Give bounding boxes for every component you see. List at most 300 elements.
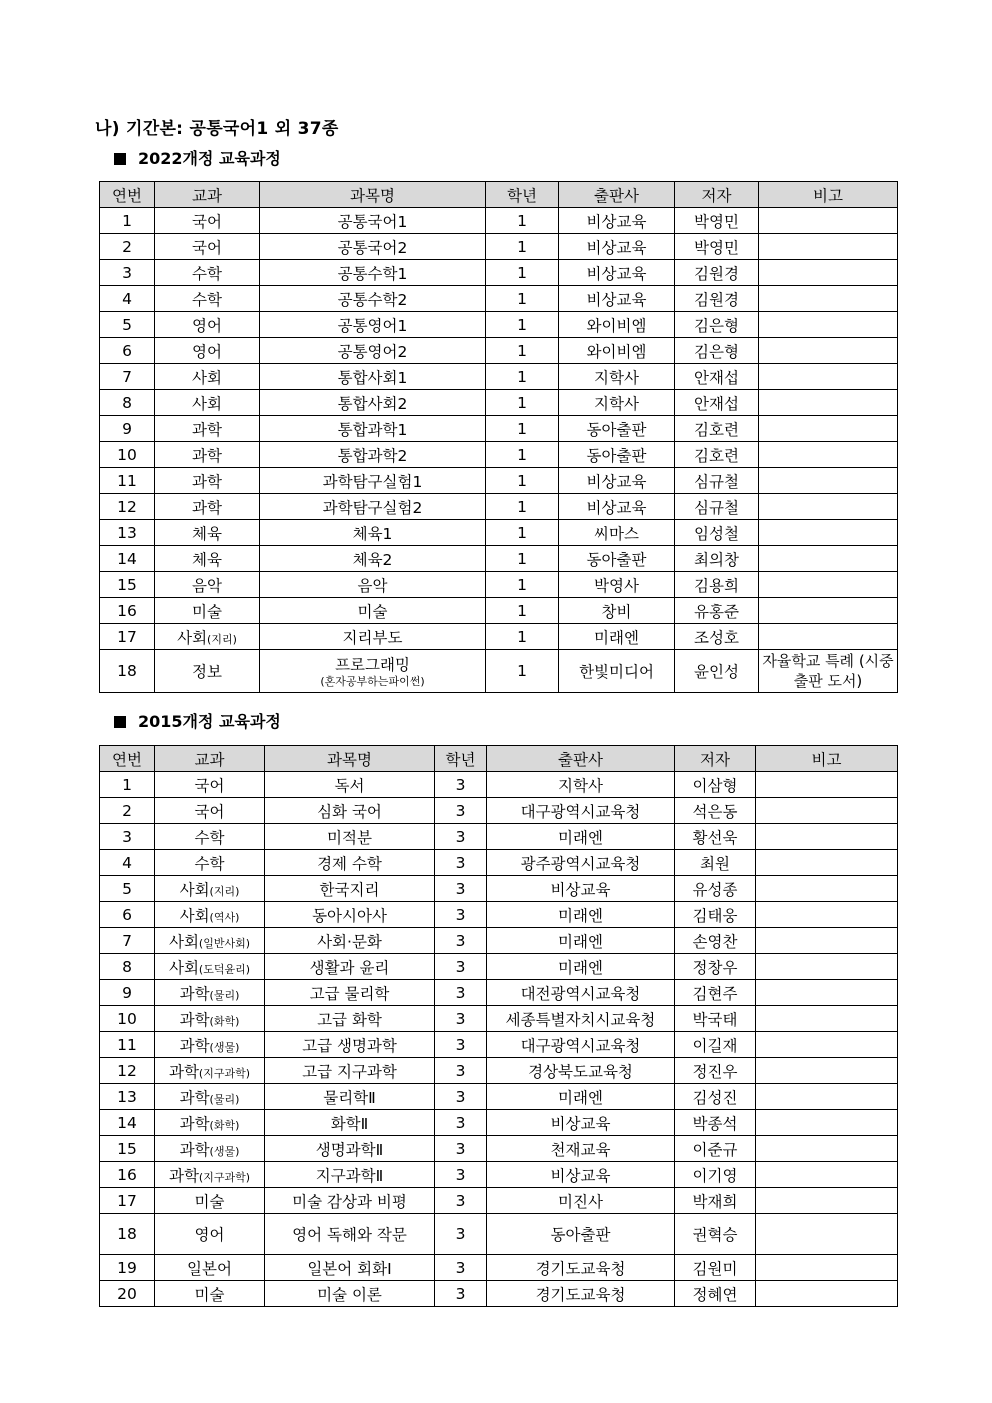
grade-cell: 1 — [486, 286, 559, 312]
subject-cell — [155, 416, 260, 442]
author-cell: 박종석 — [675, 1110, 756, 1136]
note-cell — [759, 572, 898, 598]
note-cell — [756, 1255, 898, 1281]
author-cell: 김용희 — [675, 572, 759, 598]
course-cell — [260, 312, 486, 338]
publisher-cell: 비상교육 — [559, 234, 675, 260]
note-cell — [759, 260, 898, 286]
course-name: 공통국어1 — [337, 212, 408, 231]
course-cell — [260, 260, 486, 286]
subject-name: 과학 — [168, 1166, 199, 1185]
subject-cell — [155, 312, 260, 338]
grade-cell: 1 — [486, 234, 559, 260]
subject-name: 수학 — [194, 828, 225, 847]
note-cell — [756, 980, 898, 1006]
table-row — [100, 598, 898, 624]
subject-cell — [155, 234, 260, 260]
subject-cell — [155, 390, 260, 416]
subject-cell — [155, 1006, 265, 1032]
row-number: 3 — [100, 260, 155, 286]
publisher-cell: 비상교육 — [559, 260, 675, 286]
course-cell — [265, 954, 435, 980]
grade-cell: 3 — [435, 772, 487, 798]
publisher-cell: 지학사 — [559, 364, 675, 390]
row-number: 8 — [100, 390, 155, 416]
subject-name: 수학 — [194, 854, 225, 873]
author-cell: 이길재 — [675, 1032, 756, 1058]
row-number: 5 — [100, 876, 155, 902]
subject-cell — [155, 1058, 265, 1084]
row-number: 16 — [100, 1162, 155, 1188]
grade-cell: 1 — [486, 598, 559, 624]
publisher-cell: 대구광역시교육청 — [487, 798, 675, 824]
row-number: 7 — [100, 928, 155, 954]
subject-cell — [155, 520, 260, 546]
course-cell — [260, 494, 486, 520]
publisher-cell: 천재교육 — [487, 1136, 675, 1162]
subject-cell — [155, 442, 260, 468]
author-cell: 황선욱 — [675, 824, 756, 850]
column-header: 과목명 — [265, 746, 435, 772]
table-row — [100, 824, 898, 850]
grade-cell: 3 — [435, 850, 487, 876]
grade-cell: 3 — [435, 902, 487, 928]
course-name: 고급 지구과학 — [302, 1062, 397, 1081]
grade-cell: 3 — [435, 1255, 487, 1281]
subject-cell — [155, 1136, 265, 1162]
table-row — [100, 1136, 898, 1162]
note-cell — [759, 468, 898, 494]
note-cell — [759, 624, 898, 650]
subject-name: 사회 — [168, 958, 199, 977]
course-name: 독서 — [334, 776, 365, 795]
table-row — [100, 876, 898, 902]
author-cell: 박국태 — [675, 1006, 756, 1032]
publisher-cell: 미래엔 — [487, 1084, 675, 1110]
table-row — [100, 286, 898, 312]
table-row — [100, 1255, 898, 1281]
course-sub: (혼자공부하는파이썬) — [320, 675, 425, 688]
author-cell: 이삼형 — [675, 772, 756, 798]
grade-cell: 3 — [435, 928, 487, 954]
publisher-cell: 동아출판 — [487, 1214, 675, 1255]
note-cell — [756, 1058, 898, 1084]
column-header: 학년 — [435, 746, 487, 772]
author-cell: 김원경 — [675, 260, 759, 286]
course-name: 물리학Ⅱ — [323, 1088, 376, 1107]
course-cell — [260, 338, 486, 364]
subject-sub: (생물) — [209, 1040, 240, 1054]
publisher-cell: 비상교육 — [559, 286, 675, 312]
subject-name: 수학 — [192, 264, 222, 283]
subject-name: 체육 — [192, 550, 222, 569]
note-cell — [756, 1281, 898, 1307]
note-cell — [759, 390, 898, 416]
course-name: 한국지리 — [319, 880, 380, 899]
row-number: 4 — [100, 286, 155, 312]
course-cell — [260, 624, 486, 650]
curriculum-2015-table — [99, 745, 898, 1307]
subject-name: 국어 — [192, 212, 222, 231]
table-row — [100, 980, 898, 1006]
section-title-2015 — [114, 709, 281, 732]
grade-cell: 3 — [435, 1136, 487, 1162]
author-cell: 정창우 — [675, 954, 756, 980]
subject-sub: (지구과학) — [198, 1170, 251, 1184]
column-header: 출판사 — [487, 746, 675, 772]
section-title-text: 2015개정 교육과정 — [138, 712, 281, 731]
table-header-row — [100, 182, 898, 208]
table-row — [100, 364, 898, 390]
row-number: 10 — [100, 442, 155, 468]
square-bullet-icon — [114, 153, 126, 165]
author-cell: 최원 — [675, 850, 756, 876]
grade-cell: 1 — [486, 338, 559, 364]
row-number: 1 — [100, 208, 155, 234]
grade-cell: 1 — [486, 208, 559, 234]
table-row — [100, 1214, 898, 1255]
course-name: 음악 — [357, 576, 388, 595]
subject-cell — [155, 364, 260, 390]
subject-cell — [155, 1162, 265, 1188]
course-cell — [265, 772, 435, 798]
table-row — [100, 650, 898, 693]
course-cell — [265, 798, 435, 824]
course-cell — [260, 390, 486, 416]
note-cell — [756, 1110, 898, 1136]
subject-name: 체육 — [192, 524, 222, 543]
subject-cell — [155, 928, 265, 954]
subject-name: 과학 — [168, 1062, 199, 1081]
author-cell: 김은형 — [675, 338, 759, 364]
row-number: 3 — [100, 824, 155, 850]
table-row — [100, 954, 898, 980]
note-cell — [759, 208, 898, 234]
note-cell — [756, 850, 898, 876]
subject-sub: (화학) — [209, 1014, 240, 1028]
row-number: 14 — [100, 546, 155, 572]
row-number: 17 — [100, 624, 155, 650]
course-cell — [260, 208, 486, 234]
publisher-cell: 미래엔 — [487, 954, 675, 980]
row-number: 16 — [100, 598, 155, 624]
row-number: 20 — [100, 1281, 155, 1307]
table-row — [100, 1281, 898, 1307]
subject-name: 과학 — [179, 984, 210, 1003]
grade-cell: 1 — [486, 364, 559, 390]
table-row — [100, 546, 898, 572]
row-number: 19 — [100, 1255, 155, 1281]
subject-name: 미술 — [192, 602, 222, 621]
subject-name: 영어 — [194, 1226, 225, 1244]
course-name: 지리부도 — [342, 628, 403, 647]
course-name: 미술 감상과 비평 — [292, 1192, 407, 1211]
subject-cell — [155, 902, 265, 928]
subject-cell — [155, 798, 265, 824]
subject-sub: (지구과학) — [198, 1066, 251, 1080]
course-cell — [260, 286, 486, 312]
table-row — [100, 624, 898, 650]
subject-name: 정보 — [192, 663, 222, 681]
row-number: 11 — [100, 1032, 155, 1058]
grade-cell: 3 — [435, 1188, 487, 1214]
subject-cell — [155, 772, 265, 798]
course-cell — [265, 1006, 435, 1032]
column-header: 비고 — [759, 182, 898, 208]
subject-name: 사회 — [177, 628, 208, 647]
note-cell — [756, 798, 898, 824]
subject-cell — [155, 1188, 265, 1214]
subject-name: 과학 — [192, 420, 222, 439]
column-header: 저자 — [675, 746, 756, 772]
row-number: 18 — [100, 650, 155, 693]
course-name: 체육1 — [352, 524, 393, 543]
subject-cell — [155, 572, 260, 598]
subject-name: 과학 — [179, 1036, 210, 1055]
note-cell — [756, 824, 898, 850]
subject-name: 과학 — [192, 446, 222, 465]
author-cell: 박영민 — [675, 234, 759, 260]
table-row — [100, 572, 898, 598]
table-row — [100, 1084, 898, 1110]
subject-cell — [155, 1281, 265, 1307]
publisher-cell: 비상교육 — [559, 494, 675, 520]
publisher-cell: 경상북도교육청 — [487, 1058, 675, 1084]
grade-cell: 3 — [435, 1006, 487, 1032]
note-cell — [759, 338, 898, 364]
publisher-cell: 비상교육 — [559, 468, 675, 494]
course-cell — [265, 1188, 435, 1214]
table-row — [100, 1058, 898, 1084]
note-cell — [756, 902, 898, 928]
author-cell: 김호련 — [675, 416, 759, 442]
subject-name: 영어 — [192, 316, 222, 335]
table-row — [100, 772, 898, 798]
subject-cell — [155, 598, 260, 624]
column-header: 교과 — [155, 746, 265, 772]
course-name: 과학탐구실험1 — [322, 472, 423, 491]
row-number: 13 — [100, 520, 155, 546]
note-cell — [759, 234, 898, 260]
course-cell — [265, 1110, 435, 1136]
publisher-cell: 동아출판 — [559, 442, 675, 468]
grade-cell: 1 — [486, 572, 559, 598]
row-number: 10 — [100, 1006, 155, 1032]
subject-name: 음악 — [192, 576, 222, 595]
table-row — [100, 798, 898, 824]
table-row — [100, 442, 898, 468]
note-cell — [759, 286, 898, 312]
publisher-cell: 박영사 — [559, 572, 675, 598]
column-header: 연번 — [100, 746, 155, 772]
table-row — [100, 234, 898, 260]
subject-cell — [155, 208, 260, 234]
subject-name: 과학 — [192, 472, 222, 491]
course-name: 화학Ⅱ — [330, 1114, 369, 1133]
note-cell — [759, 312, 898, 338]
row-number: 2 — [100, 234, 155, 260]
note-cell — [759, 494, 898, 520]
table-row — [100, 928, 898, 954]
subject-name: 사회 — [179, 906, 210, 925]
publisher-cell: 미래엔 — [487, 824, 675, 850]
publisher-cell: 동아출판 — [559, 416, 675, 442]
table-row — [100, 416, 898, 442]
author-cell: 권혁승 — [675, 1214, 756, 1255]
course-cell — [265, 1136, 435, 1162]
column-header: 비고 — [756, 746, 898, 772]
publisher-cell: 한빛미디어 — [559, 650, 675, 693]
note-cell — [756, 954, 898, 980]
publisher-cell: 와이비엠 — [559, 312, 675, 338]
table-row — [100, 390, 898, 416]
grade-cell: 1 — [486, 442, 559, 468]
table-row — [100, 850, 898, 876]
grade-cell: 3 — [435, 876, 487, 902]
author-cell: 유성종 — [675, 876, 756, 902]
subject-sub: (도덕윤리) — [198, 962, 251, 976]
subject-name: 과학 — [179, 1140, 210, 1159]
table-header-row — [100, 746, 898, 772]
column-header: 과목명 — [260, 182, 486, 208]
note-cell — [759, 364, 898, 390]
table-row — [100, 208, 898, 234]
subject-sub: (물리) — [209, 988, 240, 1002]
subject-name: 과학 — [192, 498, 222, 517]
section-title-2022 — [114, 146, 281, 169]
grade-cell: 3 — [435, 1281, 487, 1307]
course-name: 생명과학Ⅱ — [315, 1140, 384, 1159]
note-cell — [756, 1188, 898, 1214]
column-header: 교과 — [155, 182, 260, 208]
course-name: 통합사회2 — [337, 394, 408, 413]
author-cell: 임성철 — [675, 520, 759, 546]
grade-cell: 1 — [486, 390, 559, 416]
course-name: 생활과 윤리 — [309, 958, 390, 977]
row-number: 2 — [100, 798, 155, 824]
author-cell: 안재섭 — [675, 364, 759, 390]
table-row — [100, 260, 898, 286]
subject-cell — [155, 1084, 265, 1110]
subject-sub: (생물) — [209, 1144, 240, 1158]
table-row — [100, 1162, 898, 1188]
course-cell — [265, 876, 435, 902]
row-number: 11 — [100, 468, 155, 494]
subject-cell — [155, 468, 260, 494]
course-cell — [265, 928, 435, 954]
note-cell — [759, 442, 898, 468]
column-header: 출판사 — [559, 182, 675, 208]
grade-cell: 3 — [435, 954, 487, 980]
publisher-cell: 지학사 — [487, 772, 675, 798]
row-number: 5 — [100, 312, 155, 338]
course-cell — [260, 416, 486, 442]
course-name: 공통국어2 — [337, 238, 408, 257]
note-cell — [759, 598, 898, 624]
grade-cell: 3 — [435, 1084, 487, 1110]
author-cell: 손영찬 — [675, 928, 756, 954]
curriculum-2022-table — [99, 181, 898, 693]
subject-cell — [155, 1255, 265, 1281]
course-name: 공통영어2 — [337, 342, 408, 361]
course-name: 심화 국어 — [317, 802, 382, 821]
grade-cell: 1 — [486, 546, 559, 572]
publisher-cell: 경기도교육청 — [487, 1255, 675, 1281]
subject-sub: (물리) — [209, 1092, 240, 1106]
subject-cell — [155, 1032, 265, 1058]
table-row — [100, 520, 898, 546]
author-cell: 김호련 — [675, 442, 759, 468]
row-number: 7 — [100, 364, 155, 390]
column-header: 학년 — [486, 182, 559, 208]
subject-sub: (일반사회) — [198, 936, 251, 950]
course-name: 공통영어1 — [337, 316, 408, 335]
subject-name: 과학 — [179, 1114, 210, 1133]
subject-cell — [155, 824, 265, 850]
note-cell — [756, 1006, 898, 1032]
subject-cell — [155, 624, 260, 650]
author-cell: 김은형 — [675, 312, 759, 338]
course-cell — [260, 364, 486, 390]
grade-cell: 3 — [435, 824, 487, 850]
square-bullet-icon — [114, 716, 126, 728]
course-name: 사회·문화 — [317, 932, 382, 951]
course-cell — [265, 902, 435, 928]
table-row — [100, 1188, 898, 1214]
grade-cell: 1 — [486, 260, 559, 286]
publisher-cell: 창비 — [559, 598, 675, 624]
author-cell: 박영민 — [675, 208, 759, 234]
author-cell: 김태웅 — [675, 902, 756, 928]
author-cell: 윤인성 — [675, 650, 759, 693]
note-cell: 자율학교 특례 (시중 출판 도서) — [759, 650, 898, 693]
row-number: 15 — [100, 572, 155, 598]
section-title-text: 2022개정 교육과정 — [138, 149, 281, 168]
course-cell — [265, 1255, 435, 1281]
course-name: 미술 이론 — [317, 1285, 382, 1304]
course-cell — [265, 1162, 435, 1188]
publisher-cell: 대전광역시교육청 — [487, 980, 675, 1006]
row-number: 12 — [100, 1058, 155, 1084]
grade-cell: 3 — [435, 980, 487, 1006]
table-row — [100, 338, 898, 364]
grade-cell: 1 — [486, 650, 559, 693]
author-cell: 안재섭 — [675, 390, 759, 416]
course-name: 일본어 회화Ⅰ — [307, 1259, 392, 1278]
subject-name: 영어 — [192, 342, 222, 361]
note-cell — [756, 772, 898, 798]
subject-name: 과학 — [179, 1088, 210, 1107]
publisher-cell: 미래엔 — [487, 902, 675, 928]
author-cell: 김원미 — [675, 1255, 756, 1281]
grade-cell: 3 — [435, 1214, 487, 1255]
course-cell — [260, 650, 486, 693]
course-cell — [260, 598, 486, 624]
subject-cell — [155, 546, 260, 572]
publisher-cell: 비상교육 — [559, 208, 675, 234]
subject-sub: (지리) — [209, 884, 240, 898]
grade-cell: 1 — [486, 468, 559, 494]
course-cell — [265, 824, 435, 850]
row-number: 8 — [100, 954, 155, 980]
author-cell: 정진우 — [675, 1058, 756, 1084]
course-name: 체육2 — [352, 550, 393, 569]
subject-cell — [155, 1214, 265, 1255]
publisher-cell: 비상교육 — [487, 876, 675, 902]
column-header: 연번 — [100, 182, 155, 208]
table-row — [100, 902, 898, 928]
row-number: 18 — [100, 1214, 155, 1255]
